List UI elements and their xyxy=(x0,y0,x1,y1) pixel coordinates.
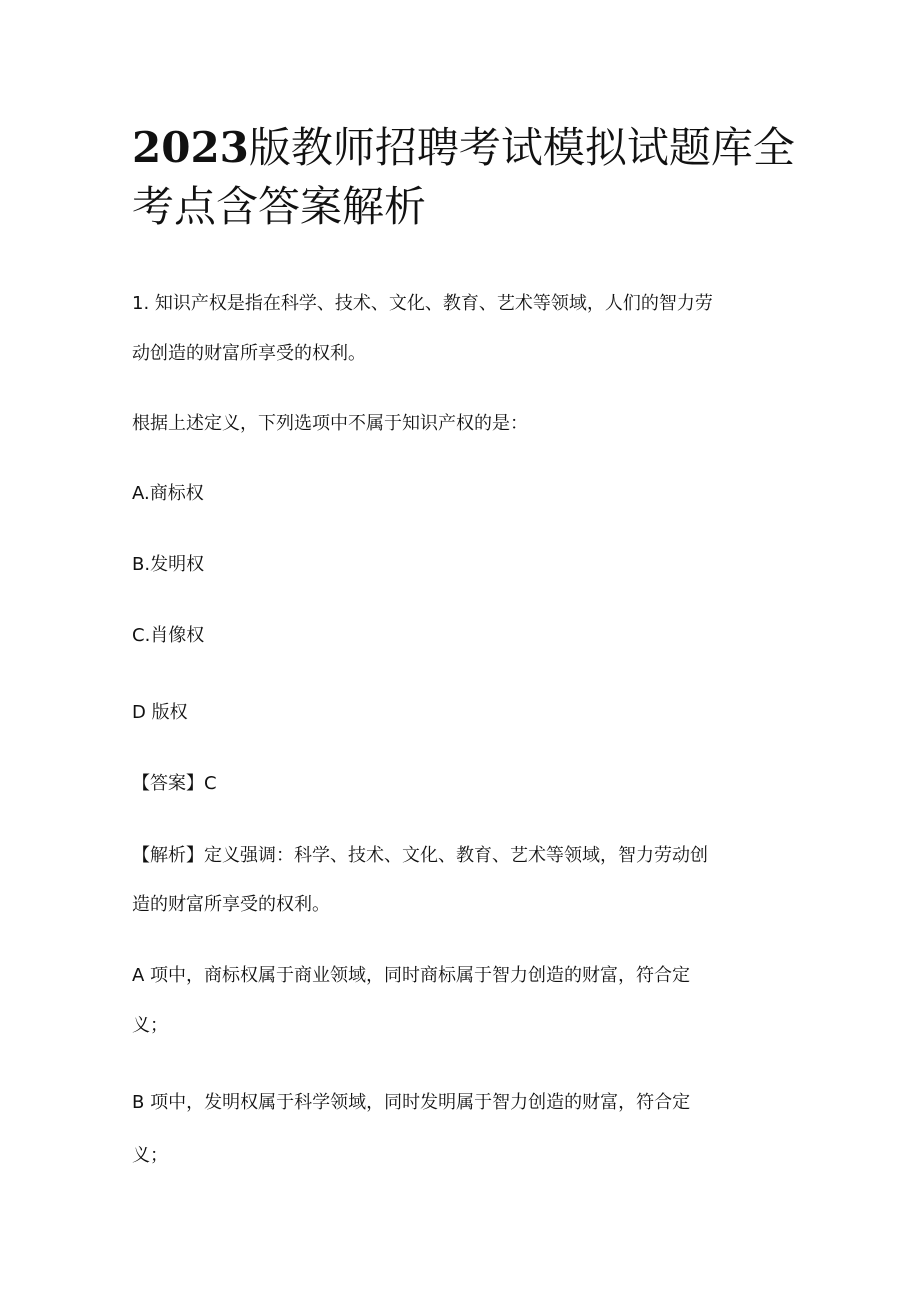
item-b-line-1: B 项中，发明权属于科学领域，同时发明属于智力创造的财富，符合定 xyxy=(132,1092,691,1113)
page-title xyxy=(132,118,812,236)
analysis-line-1: 【解析】定义强调：科学、技术、文化、教育、艺术等领域，智力劳动创 xyxy=(132,845,708,866)
answer-line: 【答案】C xyxy=(132,773,217,794)
question-stem-line-1: 1. 知识产权是指在科学、技术、文化、教育、艺术等领域，人们的智力劳 xyxy=(132,293,713,314)
question-stem-line-2: 动创造的财富所享受的权利。 xyxy=(132,343,366,364)
option-b: B.发明权 xyxy=(132,554,205,575)
title-text: 版教师招聘考试模拟试题库全考点含答案解析 xyxy=(132,123,795,231)
title-year: 2023 xyxy=(132,123,249,172)
question-prompt: 根据上述定义，下列选项中不属于知识产权的是： xyxy=(132,413,528,434)
option-c: C.肖像权 xyxy=(132,625,205,646)
item-a-line-1: A 项中，商标权属于商业领域，同时商标属于智力创造的财富，符合定 xyxy=(132,965,691,986)
analysis-line-2: 造的财富所享受的权利。 xyxy=(132,894,330,915)
option-a: A.商标权 xyxy=(132,483,204,504)
option-d: D 版权 xyxy=(132,702,188,723)
item-a-line-2: 义； xyxy=(132,1015,168,1036)
item-b-line-2: 义； xyxy=(132,1145,168,1166)
